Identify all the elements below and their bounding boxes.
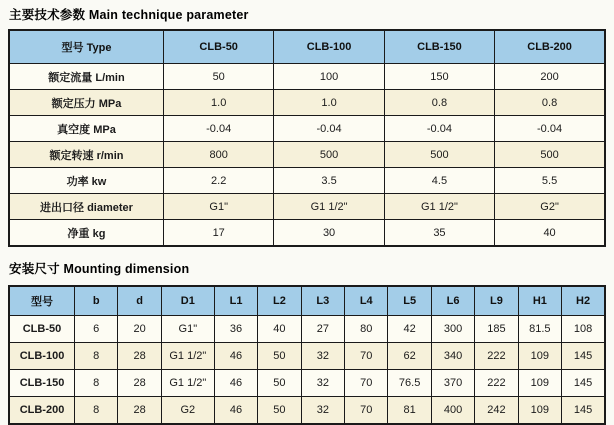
- row-label: 功率 kw: [9, 168, 164, 194]
- cell-value: 50: [164, 64, 274, 90]
- cell-value: 200: [495, 64, 605, 90]
- cell-value: 300: [431, 316, 474, 343]
- cell-value: 28: [118, 370, 161, 397]
- row-label: 额定流量 L/min: [9, 64, 164, 90]
- cell-value: 222: [475, 343, 518, 370]
- section-title-main-technique-parameter: 主要技术参数 Main technique parameter: [9, 8, 249, 22]
- row-label: 净重 kg: [9, 220, 164, 247]
- table-row: [9, 194, 605, 220]
- cell-value: 500: [274, 142, 384, 168]
- cell-value: 8: [75, 397, 118, 425]
- cell-value: 46: [214, 343, 257, 370]
- cell-value: 50: [258, 343, 301, 370]
- column-header: CLB-50: [164, 30, 274, 64]
- column-header: 型号: [9, 286, 75, 316]
- cell-value: G1": [161, 316, 214, 343]
- column-header: L4: [345, 286, 388, 316]
- section-title-mounting-dimension: 安装尺寸 Mounting dimension: [9, 262, 190, 276]
- cell-value: 185: [475, 316, 518, 343]
- cell-value: 28: [118, 343, 161, 370]
- cell-value: 242: [475, 397, 518, 425]
- cell-value: 1.0: [274, 90, 384, 116]
- cell-value: 8: [75, 343, 118, 370]
- cell-value: G1 1/2": [384, 194, 494, 220]
- cell-value: 1.0: [164, 90, 274, 116]
- mounting-dimension-table: [8, 285, 606, 425]
- column-header: L6: [431, 286, 474, 316]
- cell-value: 145: [562, 397, 605, 425]
- cell-value: 6: [75, 316, 118, 343]
- column-header: H2: [562, 286, 605, 316]
- table-row: [9, 116, 605, 142]
- cell-value: 28: [118, 397, 161, 425]
- table-row: [9, 168, 605, 194]
- column-header: b: [75, 286, 118, 316]
- cell-value: 81: [388, 397, 431, 425]
- cell-value: 145: [562, 343, 605, 370]
- row-label: CLB-50: [9, 316, 75, 343]
- cell-value: G1 1/2": [274, 194, 384, 220]
- row-label: 额定压力 MPa: [9, 90, 164, 116]
- column-header: D1: [161, 286, 214, 316]
- cell-value: 46: [214, 370, 257, 397]
- cell-value: 20: [118, 316, 161, 343]
- column-header: L5: [388, 286, 431, 316]
- cell-value: 3.5: [274, 168, 384, 194]
- cell-value: 370: [431, 370, 474, 397]
- table-row: [9, 64, 605, 90]
- row-label: 额定转速 r/min: [9, 142, 164, 168]
- cell-value: 27: [301, 316, 344, 343]
- cell-value: 0.8: [495, 90, 605, 116]
- cell-value: 500: [495, 142, 605, 168]
- cell-value: 500: [384, 142, 494, 168]
- technique-parameter-table: [8, 29, 606, 247]
- table-row: [9, 343, 605, 370]
- table-row: [9, 90, 605, 116]
- column-header: H1: [518, 286, 561, 316]
- row-label: 进出口径 diameter: [9, 194, 164, 220]
- cell-value: 100: [274, 64, 384, 90]
- table-row: [9, 220, 605, 247]
- cell-value: 40: [495, 220, 605, 247]
- cell-value: 50: [258, 397, 301, 425]
- cell-value: G1 1/2": [161, 343, 214, 370]
- column-header: L2: [258, 286, 301, 316]
- cell-value: -0.04: [164, 116, 274, 142]
- column-header: L3: [301, 286, 344, 316]
- column-header: CLB-200: [495, 30, 605, 64]
- row-label: CLB-100: [9, 343, 75, 370]
- cell-value: 70: [345, 343, 388, 370]
- cell-value: 145: [562, 370, 605, 397]
- cell-value: 400: [431, 397, 474, 425]
- cell-value: 5.5: [495, 168, 605, 194]
- cell-value: 36: [214, 316, 257, 343]
- table-row: [9, 316, 605, 343]
- cell-value: 0.8: [384, 90, 494, 116]
- cell-value: 70: [345, 397, 388, 425]
- cell-value: 4.5: [384, 168, 494, 194]
- column-header: CLB-100: [274, 30, 384, 64]
- cell-value: 62: [388, 343, 431, 370]
- cell-value: 40: [258, 316, 301, 343]
- cell-value: 32: [301, 397, 344, 425]
- column-header: CLB-150: [384, 30, 494, 64]
- row-label: 真空度 MPa: [9, 116, 164, 142]
- row-label: CLB-150: [9, 370, 75, 397]
- column-header: L1: [214, 286, 257, 316]
- cell-value: G1": [164, 194, 274, 220]
- cell-value: 8: [75, 370, 118, 397]
- cell-value: 80: [345, 316, 388, 343]
- cell-value: 2.2: [164, 168, 274, 194]
- cell-value: G2: [161, 397, 214, 425]
- cell-value: 32: [301, 370, 344, 397]
- cell-value: 30: [274, 220, 384, 247]
- column-header: L9: [475, 286, 518, 316]
- cell-value: 150: [384, 64, 494, 90]
- table-row: [9, 370, 605, 397]
- table-row: [9, 397, 605, 425]
- header-row: [9, 286, 605, 316]
- cell-value: G1 1/2": [161, 370, 214, 397]
- cell-value: 76.5: [388, 370, 431, 397]
- header-row: [9, 30, 605, 64]
- cell-value: 109: [518, 397, 561, 425]
- cell-value: 32: [301, 343, 344, 370]
- cell-value: 50: [258, 370, 301, 397]
- cell-value: 42: [388, 316, 431, 343]
- cell-value: 222: [475, 370, 518, 397]
- cell-value: 46: [214, 397, 257, 425]
- cell-value: 109: [518, 343, 561, 370]
- cell-value: 108: [562, 316, 605, 343]
- cell-value: 17: [164, 220, 274, 247]
- cell-value: 109: [518, 370, 561, 397]
- column-header: 型号 Type: [9, 30, 164, 64]
- column-header: d: [118, 286, 161, 316]
- cell-value: 81.5: [518, 316, 561, 343]
- row-label: CLB-200: [9, 397, 75, 425]
- table-row: [9, 142, 605, 168]
- cell-value: -0.04: [384, 116, 494, 142]
- cell-value: -0.04: [495, 116, 605, 142]
- cell-value: 35: [384, 220, 494, 247]
- cell-value: 70: [345, 370, 388, 397]
- cell-value: 340: [431, 343, 474, 370]
- cell-value: 800: [164, 142, 274, 168]
- cell-value: G2": [495, 194, 605, 220]
- cell-value: -0.04: [274, 116, 384, 142]
